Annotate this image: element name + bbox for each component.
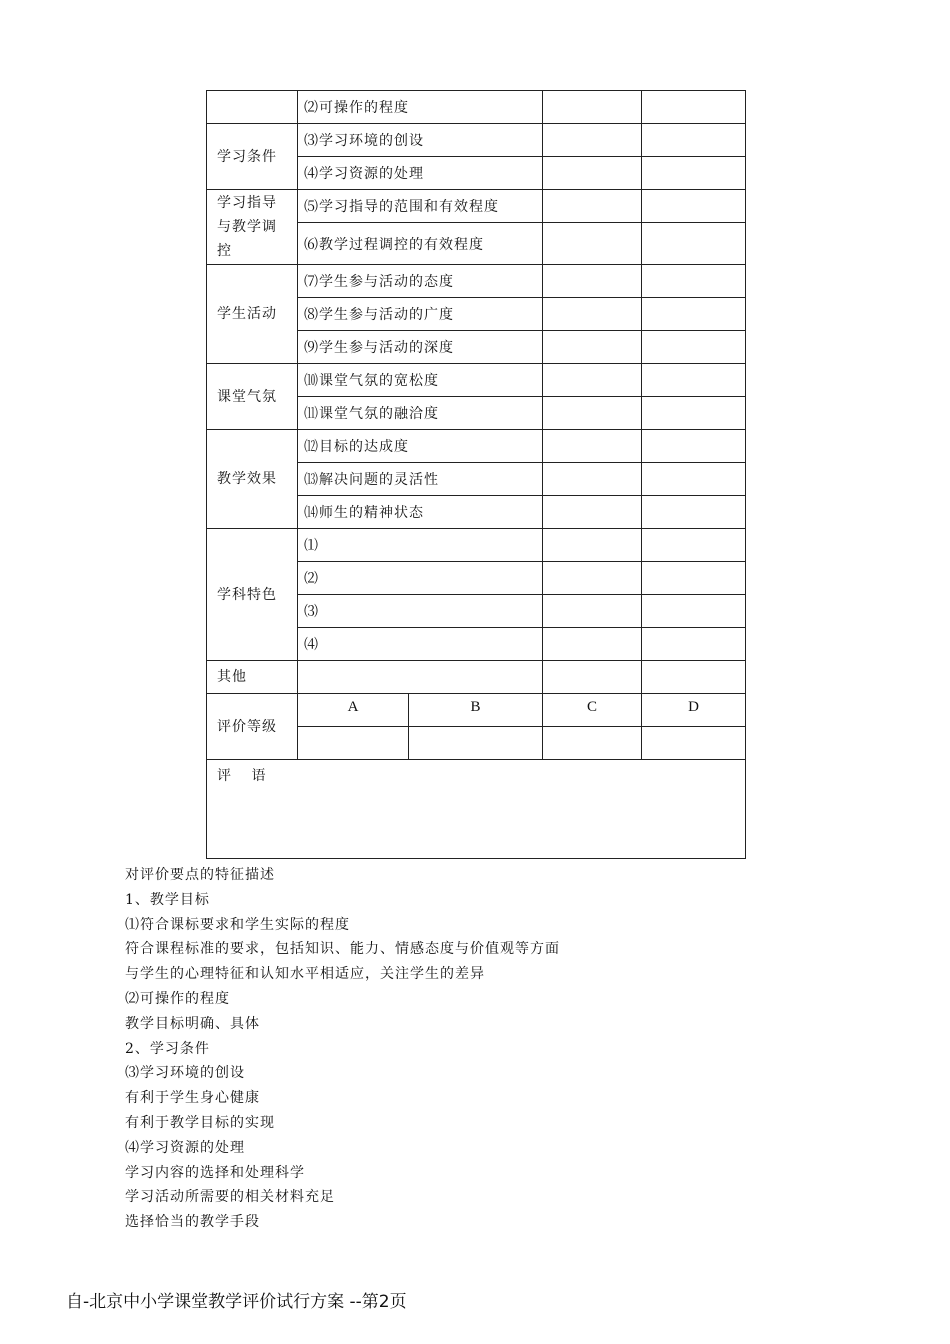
notes-line: ⑶学习环境的创设	[125, 1065, 245, 1082]
criterion-cell[interactable]	[298, 661, 543, 694]
grade-a-header: A	[298, 694, 409, 727]
notes-line: 学习活动所需要的相关材料充足	[125, 1189, 335, 1206]
score-cell[interactable]	[543, 124, 642, 157]
criterion-cell: ⑷学习资源的处理	[298, 157, 543, 190]
score-cell[interactable]	[642, 430, 746, 463]
criterion-cell: ⑵可操作的程度	[298, 91, 543, 124]
score-cell[interactable]	[642, 463, 746, 496]
criterion-cell: ⑴	[298, 529, 543, 562]
score-cell[interactable]	[543, 298, 642, 331]
grade-d-header: D	[642, 694, 746, 727]
evaluation-notes	[125, 863, 560, 1235]
page-footer: 自-北京中小学课堂教学评价试行方案 --第2页	[66, 1292, 407, 1312]
criterion-cell: ⑺学生参与活动的态度	[298, 265, 543, 298]
notes-line: 1、教学目标	[125, 891, 210, 908]
table-row	[207, 529, 746, 562]
grade-d-cell[interactable]	[642, 727, 746, 760]
notes-line: 有利于学生身心健康	[125, 1090, 260, 1107]
category-rating-level: 评价等级	[207, 694, 298, 760]
category-guidance-line: 控	[217, 243, 232, 259]
score-cell[interactable]	[642, 397, 746, 430]
score-cell[interactable]	[543, 364, 642, 397]
score-cell[interactable]	[543, 595, 642, 628]
score-cell[interactable]	[642, 298, 746, 331]
score-cell[interactable]	[642, 496, 746, 529]
score-cell[interactable]	[642, 223, 746, 265]
score-cell[interactable]	[642, 595, 746, 628]
grade-b-cell[interactable]	[409, 727, 543, 760]
score-cell[interactable]	[543, 496, 642, 529]
score-cell[interactable]	[543, 562, 642, 595]
score-cell[interactable]	[642, 331, 746, 364]
notes-line: 2、学习条件	[125, 1040, 210, 1057]
criterion-cell: ⑽课堂气氛的宽松度	[298, 364, 543, 397]
score-cell[interactable]	[543, 331, 642, 364]
category-other: 其他	[207, 661, 298, 694]
score-cell[interactable]	[543, 628, 642, 661]
comments-cell[interactable]: 评 语	[207, 760, 746, 859]
grade-c-cell[interactable]	[543, 727, 642, 760]
category-guidance-line: 与教学调	[217, 219, 277, 235]
category-student-activity: 学生活动	[207, 265, 298, 364]
score-cell[interactable]	[543, 397, 642, 430]
score-cell[interactable]	[642, 157, 746, 190]
table-row	[207, 364, 746, 397]
category-subject-features: 学科特色	[207, 529, 298, 661]
score-cell[interactable]	[543, 430, 642, 463]
score-cell[interactable]	[642, 124, 746, 157]
category-teaching-effect: 教学效果	[207, 430, 298, 529]
table-row	[207, 760, 746, 859]
criterion-cell: ⒁师生的精神状态	[298, 496, 543, 529]
score-cell[interactable]	[543, 91, 642, 124]
criterion-cell: ⑶学习环境的创设	[298, 124, 543, 157]
score-cell[interactable]	[642, 364, 746, 397]
notes-line: 与学生的心理特征和认知水平相适应，关注学生的差异	[125, 966, 485, 983]
score-cell[interactable]	[642, 265, 746, 298]
criterion-cell: ⑿目标的达成度	[298, 430, 543, 463]
criterion-cell: ⒀解决问题的灵活性	[298, 463, 543, 496]
score-cell[interactable]	[543, 529, 642, 562]
score-cell[interactable]	[543, 157, 642, 190]
notes-line: ⑴符合课标要求和学生实际的程度	[125, 916, 350, 933]
table-row	[207, 91, 746, 124]
score-cell[interactable]	[642, 190, 746, 223]
score-cell[interactable]	[543, 463, 642, 496]
score-cell[interactable]	[642, 529, 746, 562]
grade-c-header: C	[543, 694, 642, 727]
criterion-cell: ⑼学生参与活动的深度	[298, 331, 543, 364]
notes-line: 有利于教学目标的实现	[125, 1114, 275, 1131]
grade-b-header: B	[409, 694, 543, 727]
criterion-cell: ⑾课堂气氛的融洽度	[298, 397, 543, 430]
category-guidance-line: 学习指导	[217, 195, 277, 211]
notes-line: 学习内容的选择和处理科学	[125, 1164, 305, 1181]
category-learning-conditions: 学习条件	[207, 124, 298, 190]
notes-line: ⑷学习资源的处理	[125, 1139, 245, 1156]
criterion-cell: ⑶	[298, 595, 543, 628]
table-row	[207, 190, 746, 223]
table-row	[207, 265, 746, 298]
evaluation-table	[206, 90, 746, 859]
table-row	[207, 124, 746, 157]
notes-line: ⑵可操作的程度	[125, 990, 230, 1007]
criterion-cell: ⑹教学过程调控的有效程度	[298, 223, 543, 265]
category-classroom-atmosphere: 课堂气氛	[207, 364, 298, 430]
criterion-cell: ⑷	[298, 628, 543, 661]
criterion-cell: ⑻学生参与活动的广度	[298, 298, 543, 331]
category-guidance	[207, 190, 298, 265]
score-cell[interactable]	[543, 265, 642, 298]
score-cell[interactable]	[543, 190, 642, 223]
notes-line: 符合课程标准的要求，包括知识、能力、情感态度与价值观等方面	[125, 941, 560, 958]
score-cell[interactable]	[642, 91, 746, 124]
score-cell[interactable]	[642, 661, 746, 694]
notes-heading: 对评价要点的特征描述	[125, 867, 275, 883]
table-row	[207, 661, 746, 694]
category-cell-empty	[207, 91, 298, 124]
score-cell[interactable]	[543, 223, 642, 265]
score-cell[interactable]	[642, 628, 746, 661]
criterion-cell: ⑸学习指导的范围和有效程度	[298, 190, 543, 223]
grade-a-cell[interactable]	[298, 727, 409, 760]
score-cell[interactable]	[642, 562, 746, 595]
table-row	[207, 430, 746, 463]
notes-line: 教学目标明确、具体	[125, 1015, 260, 1032]
score-cell[interactable]	[543, 661, 642, 694]
notes-line: 选择恰当的教学手段	[125, 1214, 260, 1231]
table-row	[207, 694, 746, 727]
criterion-cell: ⑵	[298, 562, 543, 595]
